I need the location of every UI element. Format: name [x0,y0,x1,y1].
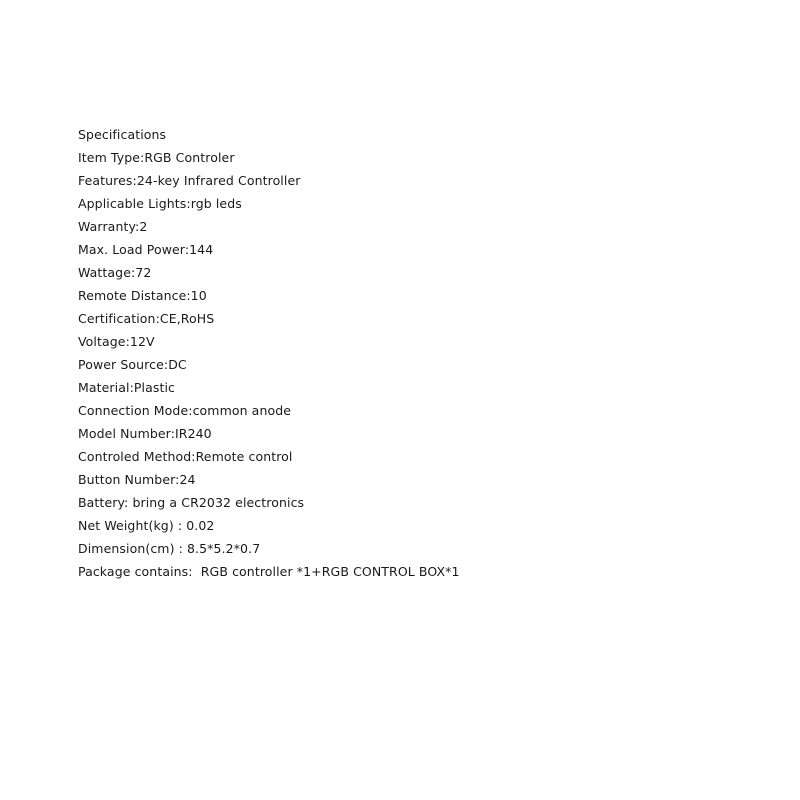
spec-voltage: Voltage:12V [78,334,155,349]
spec-features: Features:24-key Infrared Controller [78,173,301,188]
spec-package-contents: Package contains: RGB controller *1+RGB CONTROL BOX*1 [78,564,460,579]
spec-net-weight: Net Weight(kg) : 0.02 [78,518,215,533]
spec-material: Material:Plastic [78,380,176,395]
spec-warranty: Warranty:2 [78,219,148,234]
spec-model-number: Model Number:IR240 [78,426,212,441]
spec-max-load-power: Max. Load Power:144 [78,242,214,257]
spec-remote-distance: Remote Distance:10 [78,288,207,303]
spec-battery: Battery: bring a CR2032 electronics [78,495,305,510]
spec-button-number: Button Number:24 [78,472,196,487]
spec-wattage: Wattage:72 [78,265,152,280]
spec-power-source: Power Source:DC [78,357,187,372]
spec-controlled-method: Controled Method:Remote control [78,449,293,464]
spec-item-type: Item Type:RGB Controler [78,150,235,165]
specifications-heading: Specifications [78,127,167,142]
specifications-list [78,124,460,584]
spec-certification: Certification:CE,RoHS [78,311,215,326]
spec-dimension: Dimension(cm) : 8.5*5.2*0.7 [78,541,261,556]
spec-connection-mode: Connection Mode:common anode [78,403,292,418]
spec-applicable-lights: Applicable Lights:rgb leds [78,196,242,211]
